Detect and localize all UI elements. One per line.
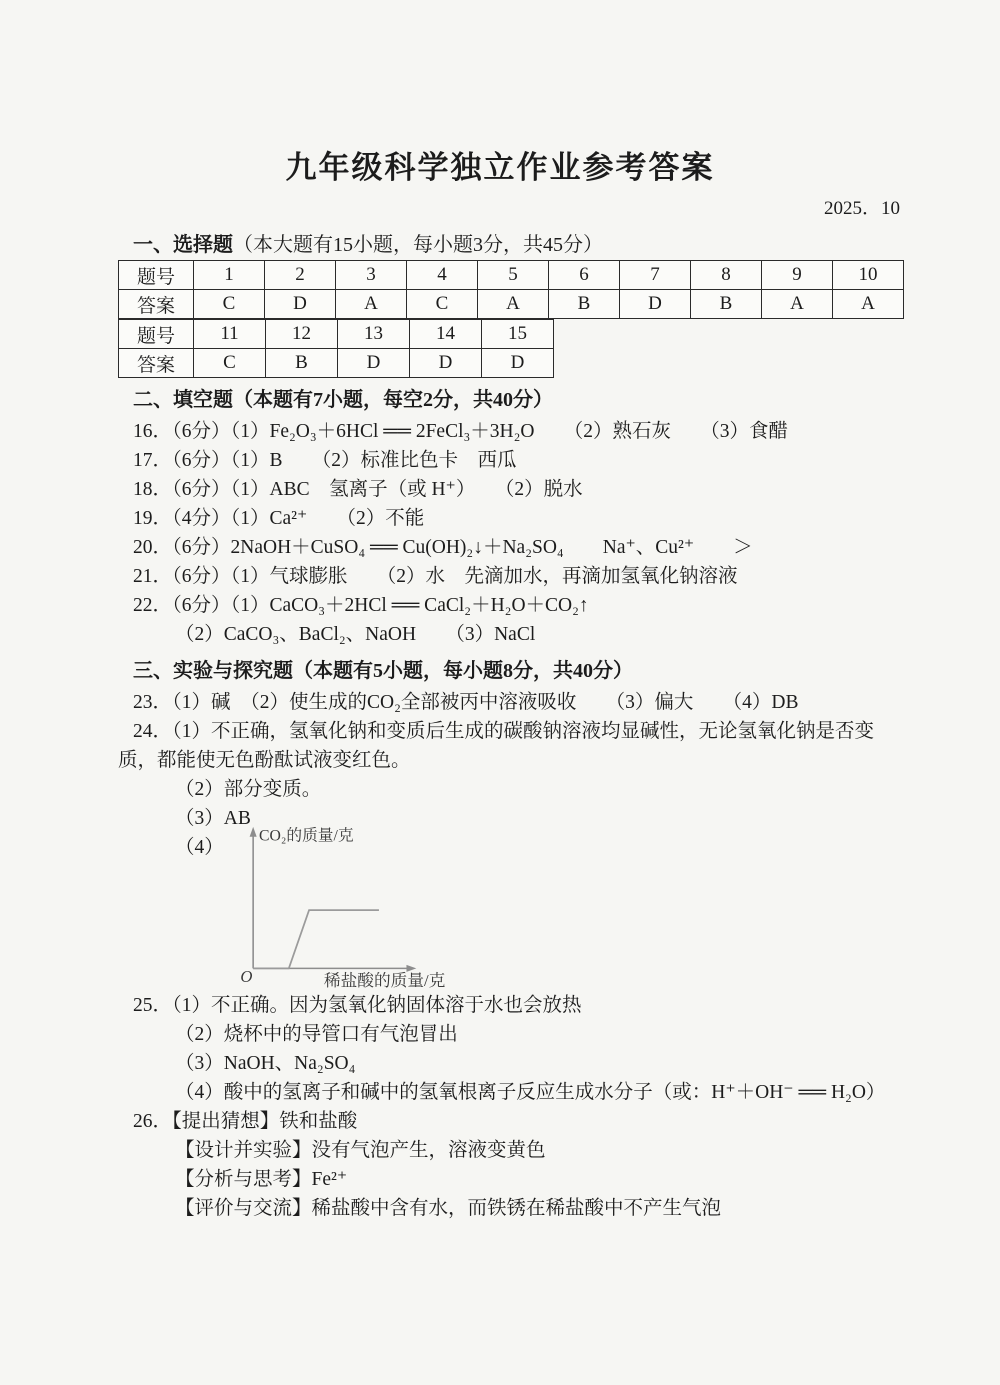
experiment-answers [0,688,1000,1223]
answer-line-18: 18．（6分）（1）ABC 氢离子（或 H⁺） （2）脱水 [133,479,583,500]
answer-cell: D [620,290,691,319]
answer-cell: B [549,290,620,319]
date: 2025．10 [823,198,900,219]
answer-line-26-2: 【设计并实验】没有气泡产生，溶液变黄色 [175,1140,546,1161]
fill-in-answers [0,417,1000,649]
page-title: 九年级科学独立作业参考答案 [285,150,715,185]
answer-line-25-2: （2）烧杯中的导管口有气泡冒出 [175,1024,458,1045]
question-number-cell: 5 [478,261,549,290]
answer-line-19: 19．（4分）（1）Ca²⁺ （2）不能 [133,508,425,529]
answer-cell: D [482,349,554,378]
y-axis-label: CO₂的质量/克 [258,827,354,845]
answer-line-24-4 [175,827,1000,991]
answer-line-17: 17．（6分）（1）B （2）标准比色卡 西瓜 [133,450,517,471]
question-number-cell: 11 [194,320,266,349]
answer-line-20: 20．（6分）2NaOH＋CuSO₄ ══ Cu(OH)₂↓＋Na₂SO₄ Na⁺、Cu²⁺ ＞ [133,537,753,558]
x-axis-label: 稀盐酸的质量/克 [323,971,446,991]
section-1-label: 一、选择题 [133,234,233,256]
section-3-heading: 三、实验与探究题（本题有5小题，每小题8分，共40分） [133,660,633,682]
question-number-cell: 12 [266,320,338,349]
answer-line-23: 23．（1）碱 （2）使生成的CO₂全部被丙中溶液吸收 （3）偏大 （4）DB [133,692,799,713]
row-header-cell: 答案 [119,290,194,319]
answer-cell: D [265,290,336,319]
answer-cell: B [266,349,338,378]
answer-table-bottom [118,319,554,378]
question-number-cell: 1 [194,261,265,290]
answer-line-16: 16．（6分）（1）Fe₂O₃＋6HCl ══ 2FeCl₃＋3H₂O （2）熟石灰 （3）食醋 [133,421,789,442]
answer-line-25-4: （4）酸中的氢离子和碱中的氢氧根离子反应生成水分子（或：H⁺＋OH⁻ ══ H₂O） [175,1082,886,1103]
answer-table-block [118,260,1000,378]
answer-line-26-3: 【分析与思考】Fe²⁺ [175,1169,348,1190]
answer-cell: D [410,349,482,378]
answer-line-25-1: 25．（1）不正确。因为氢氧化钠固体溶于水也会放热 [133,995,582,1016]
question-number-cell: 9 [762,261,833,290]
answer-cell: C [407,290,478,319]
question-number-cell: 8 [691,261,762,290]
section-1-heading [133,228,1000,257]
answer-cell: A [833,290,904,319]
question-number-cell: 14 [410,320,482,349]
answer-line-24-2: （2）部分变质。 [175,779,322,800]
answer-cell: C [194,290,265,319]
question-number-cell: 6 [549,261,620,290]
question-number-cell: 10 [833,261,904,290]
answer-line-22b: （2）CaCO₃、BaCl₂、NaOH （3）NaCl [175,624,536,645]
row-header-cell: 题号 [119,261,194,290]
answer-cell: B [691,290,762,319]
question-number-cell: 13 [338,320,410,349]
origin-label: O [240,967,253,987]
question-number-cell: 15 [482,320,554,349]
table-row-answers-1-10 [119,290,904,319]
table-row-answers-11-15 [119,349,554,378]
chart-curve [253,910,379,968]
answer-cell: D [338,349,410,378]
section-2-heading: 二、填空题（本题有7小题，每空2分，共40分） [133,389,553,411]
answer-cell: C [194,349,266,378]
answer-line-24b: 质，都能使无色酚酞试液变红色。 [118,750,411,771]
answer-cell: A [762,290,833,319]
answer-line-26-4: 【评价与交流】稀盐酸中含有水，而铁锈在稀盐酸中不产生气泡 [175,1198,722,1219]
question-number-cell: 3 [336,261,407,290]
answer-line-24-3: （3）AB [175,808,251,829]
answer-cell: A [336,290,407,319]
answer-line-22: 22．（6分）（1）CaCO₃＋2HCl ══ CaCl₂＋H₂O＋CO₂↑ [133,595,589,616]
answer-table-top [118,260,904,319]
co2-vs-acid-chart [230,819,465,991]
answer-cell: A [478,290,549,319]
table-row-numbers-11-15 [119,320,554,349]
chart-item-label: （4） [175,837,224,858]
question-number-cell: 7 [620,261,691,290]
answer-line-25-3: （3）NaOH、Na₂SO₄ [175,1053,356,1074]
row-header-cell: 题号 [119,320,194,349]
row-header-cell: 答案 [119,349,194,378]
y-axis-arrow-icon [249,827,256,837]
question-number-cell: 4 [407,261,478,290]
table-row-numbers-1-10 [119,261,904,290]
answer-line-21: 21．（6分）（1）气球膨胀 （2）水 先滴加水，再滴加氢氧化钠溶液 [133,566,738,587]
answer-line-26-1: 26．【提出猜想】铁和盐酸 [133,1111,358,1132]
question-number-cell: 2 [265,261,336,290]
answer-line-24a: 24．（1）不正确，氢氧化钠和变质后生成的碳酸钠溶液均显碱性，无论氢氧化钠是否变 [133,721,875,742]
section-1-note: （本大题有15小题，每小题3分，共45分） [233,234,603,256]
